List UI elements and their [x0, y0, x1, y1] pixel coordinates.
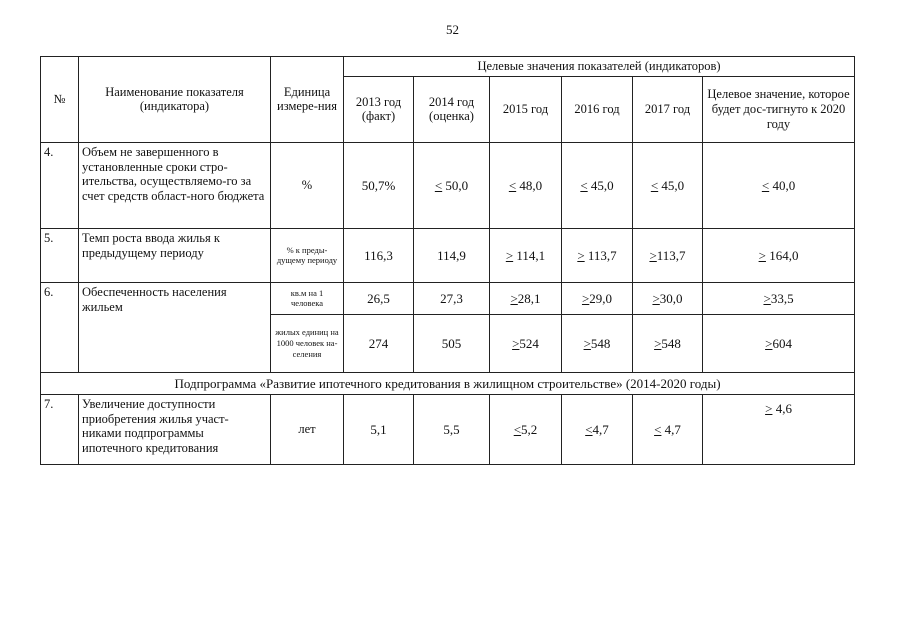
comparison-symbol: >	[652, 290, 660, 306]
indicator-name: Темп роста ввода жилья к предыдущему периоду	[79, 228, 271, 282]
value-2013: 50,7%	[344, 142, 414, 228]
value-number: 548	[590, 335, 611, 351]
comparison-symbol: <	[508, 177, 517, 193]
row-number: 5.	[41, 228, 79, 282]
value-number: 45,0	[658, 177, 685, 193]
comparison-symbol: <	[585, 421, 593, 437]
value-number: 548	[661, 335, 681, 351]
value-2014: 27,3	[414, 282, 490, 314]
comparison-symbol: >	[581, 290, 590, 306]
value-2016	[562, 228, 633, 282]
row-number: 4.	[41, 142, 79, 228]
value-number: 524	[519, 335, 539, 351]
unit-cell: % к преды-дущему периоду	[271, 228, 344, 282]
value-2017	[633, 228, 703, 282]
comparison-symbol: >	[765, 400, 773, 416]
value-number: 4,6	[772, 400, 792, 416]
indicator-name: Обеспеченность населения жильем	[79, 282, 271, 372]
header-name: Наименование показателя (индикатора)	[79, 57, 271, 143]
row-number: 7.	[41, 394, 79, 464]
comparison-symbol: >	[505, 247, 514, 263]
page-number: 52	[446, 22, 459, 37]
value-2014: 5,5	[414, 394, 490, 464]
value-2016	[562, 394, 633, 464]
value-2014	[414, 142, 490, 228]
comparison-symbol: <	[654, 421, 662, 437]
header-year-2016: 2016 год	[562, 76, 633, 142]
value-number: 114,1	[513, 247, 546, 263]
value-2014: 114,9	[414, 228, 490, 282]
header-final: Целевое значение, которое будет дос-тигнуто к 2020 году	[703, 76, 855, 142]
header-year-2013: 2013 год (факт)	[344, 76, 414, 142]
value-2016	[562, 314, 633, 372]
subprogram-row	[41, 372, 855, 394]
table-row	[41, 282, 855, 314]
comparison-symbol: <	[650, 177, 659, 193]
value-2014: 505	[414, 314, 490, 372]
comparison-symbol: >	[577, 247, 585, 263]
value-2016	[562, 142, 633, 228]
value-2013: 26,5	[344, 282, 414, 314]
comparison-symbol: >	[758, 247, 766, 263]
value-number: 50,0	[442, 177, 469, 193]
unit-cell: жилых единиц на 1000 человек на-селения	[271, 314, 344, 372]
header-year-2014: 2014 год (оценка)	[414, 76, 490, 142]
value-number: 4,7	[661, 421, 681, 437]
value-2015	[490, 142, 562, 228]
unit-cell: %	[271, 142, 344, 228]
value-2017	[633, 394, 703, 464]
value-number: 5,2	[521, 421, 538, 437]
value-number: 604	[772, 335, 792, 351]
value-number: 40,0	[769, 177, 796, 193]
value-2016	[562, 282, 633, 314]
value-2020	[703, 282, 855, 314]
comparison-symbol: <	[513, 421, 522, 437]
comparison-symbol: >	[765, 335, 773, 351]
value-2020	[703, 228, 855, 282]
value-number: 30,0	[659, 290, 683, 306]
value-number: 33,5	[770, 290, 794, 306]
subprogram-title: Подпрограмма «Развитие ипотечного кредитования в жилищном строительстве» (2014-2020 годы)	[41, 372, 855, 394]
comparison-symbol: <	[434, 177, 443, 193]
indicator-name: Объем не завершенного в установленные сроки стро-ительства, осуществляемо-го за счет средств област-ного бюджета	[79, 142, 271, 228]
unit-cell: кв.м на 1 человека	[271, 282, 344, 314]
table-row	[41, 394, 855, 464]
comparison-symbol: >	[649, 247, 657, 263]
comparison-symbol: <	[580, 177, 588, 193]
value-2020	[703, 314, 855, 372]
value-2020	[703, 394, 855, 464]
comparison-symbol: >	[512, 335, 520, 351]
header-row-1	[41, 57, 855, 77]
value-2015	[490, 314, 562, 372]
value-2017	[633, 314, 703, 372]
value-2017	[633, 282, 703, 314]
indicator-name: Увеличение доступности приобретения жилья участ-никами подпрограммы ипотечного кредитования	[79, 394, 271, 464]
comparison-symbol: >	[583, 335, 591, 351]
value-number: 164,0	[765, 247, 799, 263]
value-2013: 5,1	[344, 394, 414, 464]
table-row	[41, 228, 855, 282]
header-year-2015: 2015 год	[490, 76, 562, 142]
value-number: 4,7	[592, 421, 609, 437]
value-2017	[633, 142, 703, 228]
value-number: 48,0	[516, 177, 543, 193]
comparison-symbol: >	[763, 290, 771, 306]
value-number: 45,0	[587, 177, 614, 193]
header-year-2017: 2017 год	[633, 76, 703, 142]
comparison-symbol: >	[654, 335, 662, 351]
value-2015	[490, 394, 562, 464]
value-2013: 116,3	[344, 228, 414, 282]
header-targets: Целевые значения показателей (индикаторов)	[344, 57, 855, 77]
value-number: 28,1	[517, 290, 541, 306]
value-2015	[490, 228, 562, 282]
value-2013: 274	[344, 314, 414, 372]
value-number: 113,7	[656, 247, 686, 263]
value-number: 29,0	[589, 290, 613, 306]
table-row	[41, 142, 855, 228]
value-2020	[703, 142, 855, 228]
row-number: 6.	[41, 282, 79, 372]
unit-cell: лет	[271, 394, 344, 464]
comparison-symbol: >	[510, 290, 518, 306]
indicators-table	[40, 56, 855, 465]
value-2015	[490, 282, 562, 314]
header-unit: Единица измере-ния	[271, 57, 344, 143]
value-number: 113,7	[584, 247, 617, 263]
header-num: №	[41, 57, 79, 143]
comparison-symbol: <	[761, 177, 770, 193]
